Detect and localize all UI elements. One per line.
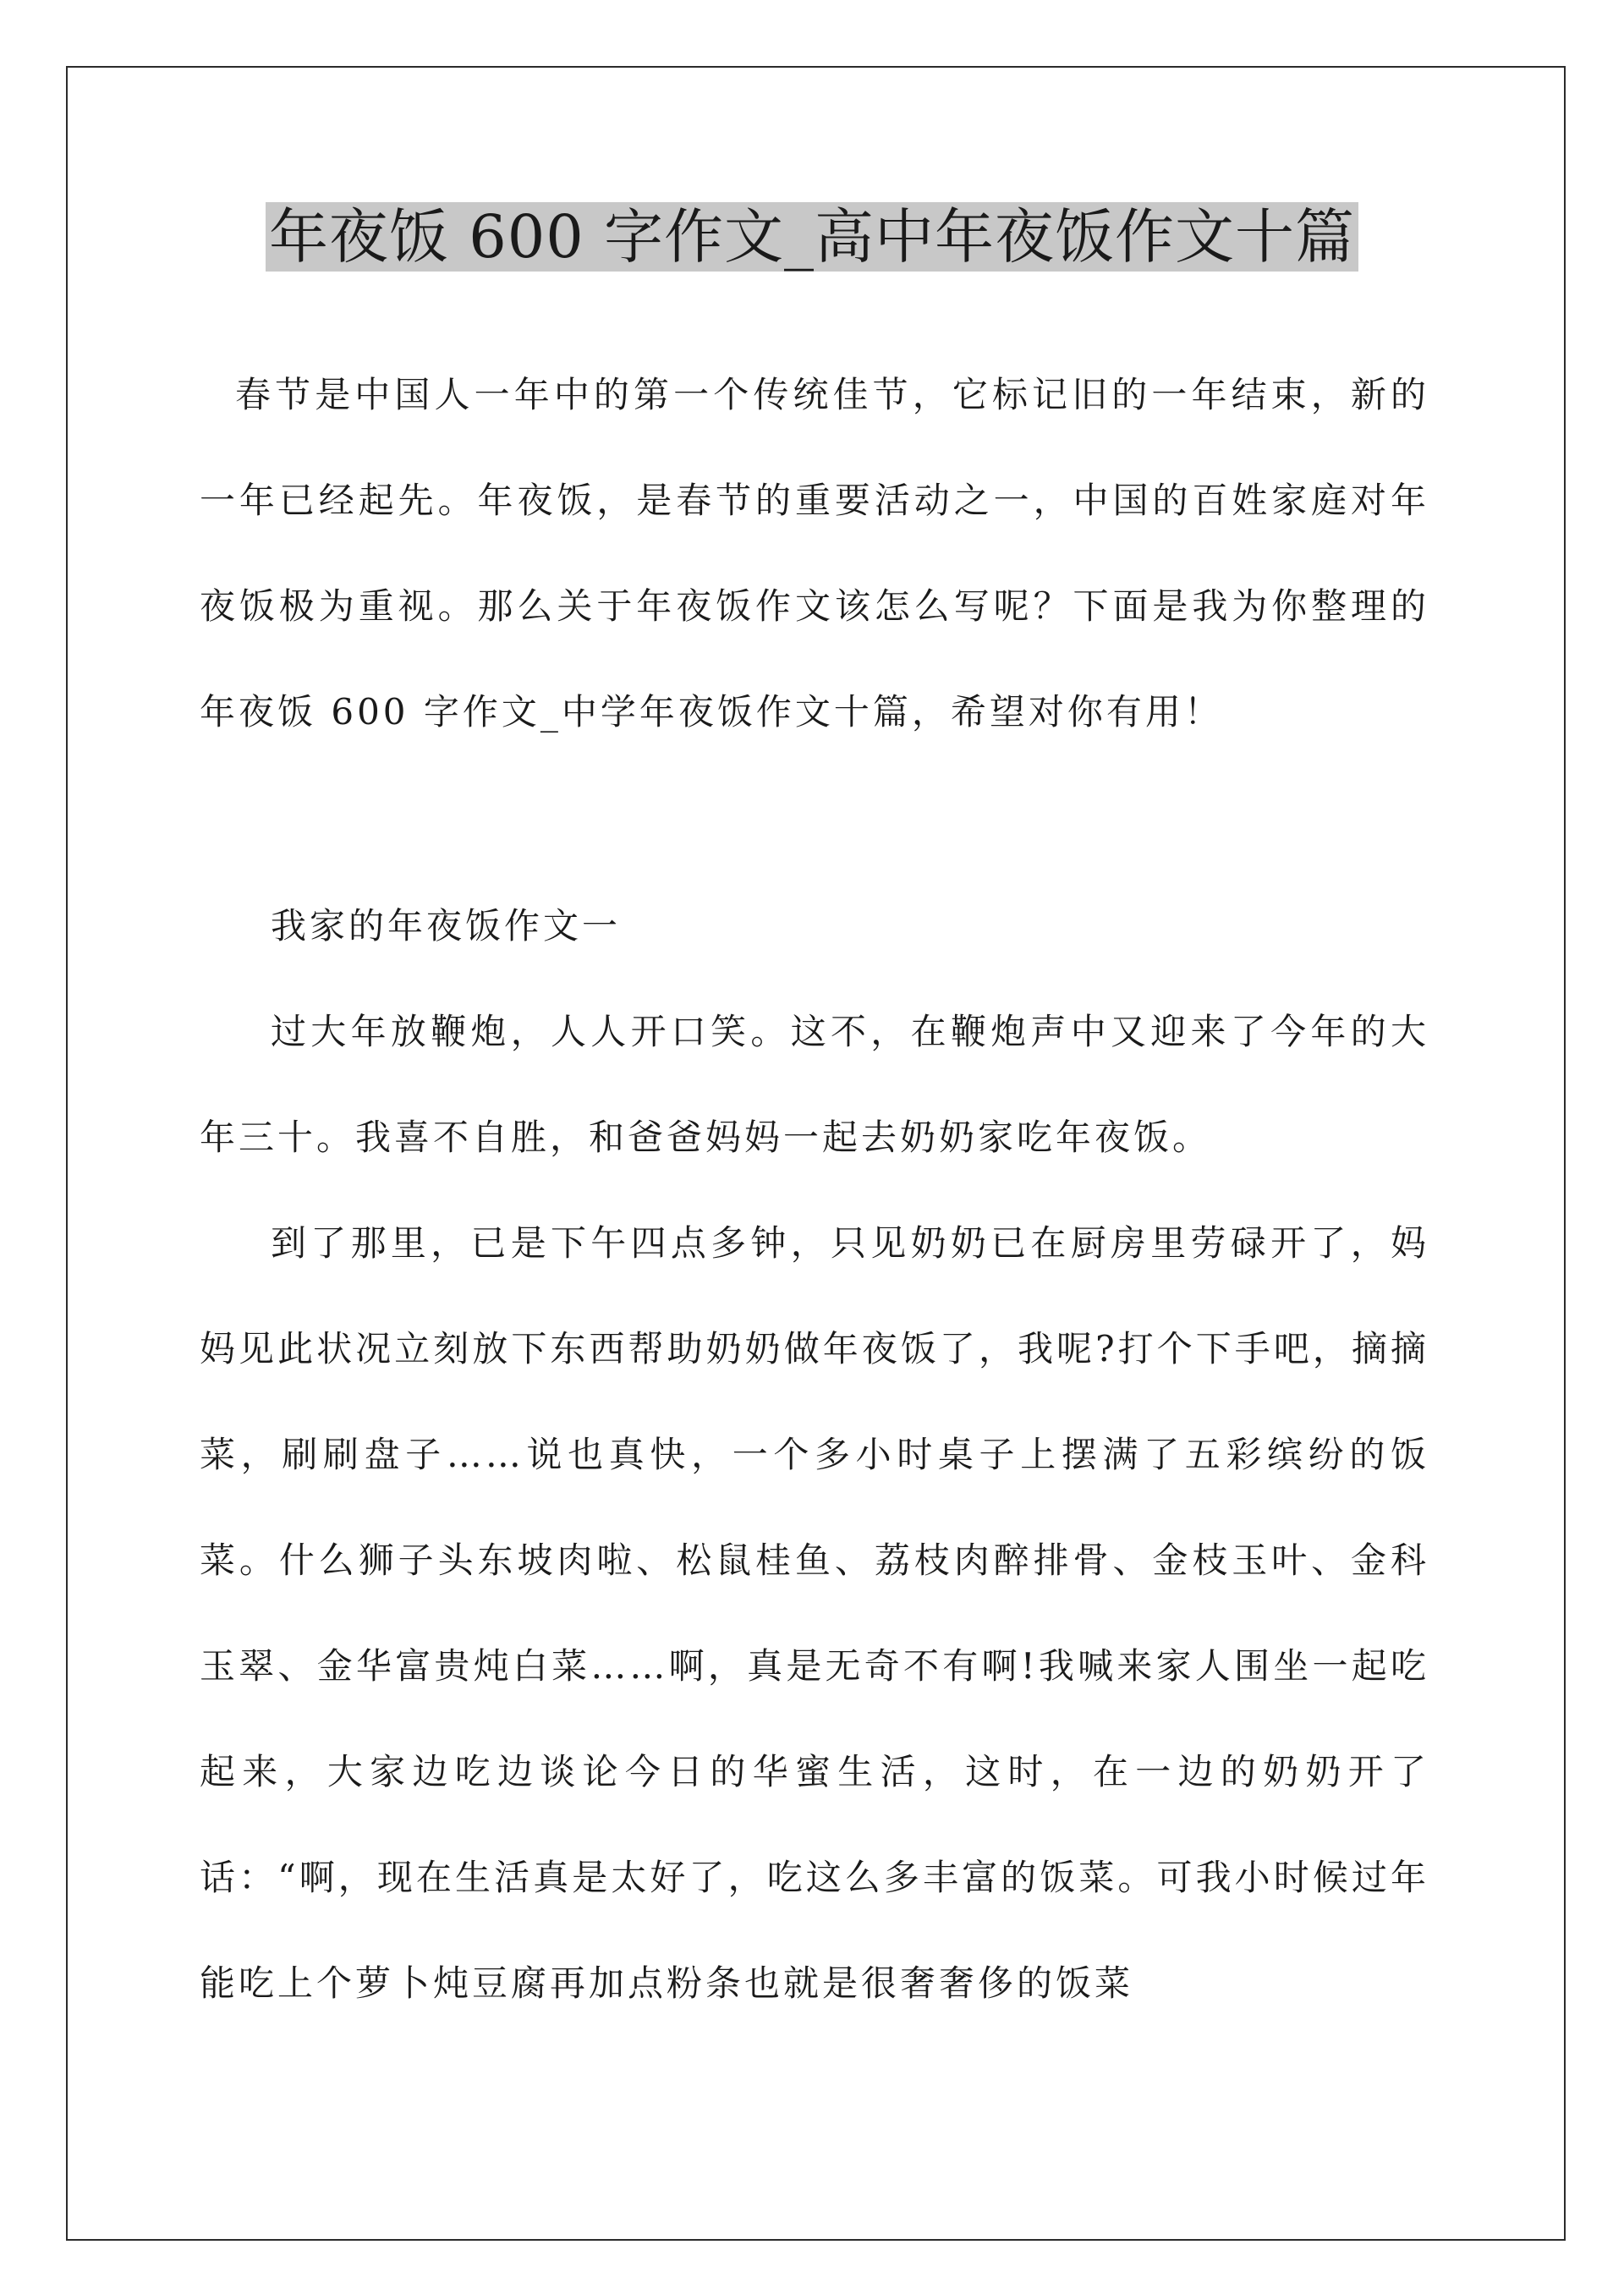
body-paragraph-1: 过大年放鞭炮，人人开口笑。这不，在鞭炮声中又迎来了今年的大年三十。我喜不自胜，和爸爸妈妈一起去奶奶家吃年夜饭。 [200, 1011, 1429, 1158]
title-block [0, 195, 1624, 279]
body-paragraph-2: 到了那里，已是下午四点多钟，只见奶奶已在厨房里劳碌开了，妈妈见此状况立刻放下东西帮助奶奶做年夜饭了，我呢?打个下手吧，摘摘菜，刷刷盘子……说也真快，一个多小时桌子上摆满了五彩缤纷的饭菜。什么狮子头东坡肉啦、松鼠桂鱼、荔枝肉醉排骨、金枝玉叶、金科玉翠、金华富贵炖白菜……啊，真是无奇不有啊!我喊来家人围坐一起吃起来，大家边吃边谈论今日的华蜜生活，这时，在一边的奶奶开了话：“啊，现在生活真是太好了，吃这么多丰富的饭菜。可我小时候过年能吃上个萝卜炖豆腐再加点粉条也就是很奢奢侈的饭菜 [200, 1222, 1429, 2004]
section-heading: 我家的年夜饭作文一 [271, 905, 622, 947]
document-title: 年夜饭 600 字作文_高中年夜饭作文十篇 [266, 202, 1358, 272]
section-block [200, 873, 1429, 2036]
intro-paragraph: 春节是中国人一年中的第一个传统佳节，它标记旧的一年结束，新的一年已经起先。年夜饭，是春节的重要活动之一，中国的百姓家庭对年夜饭极为重视。那么关于年夜饭作文该怎么写呢？下面是我为你整理的年夜饭 600 字作文_中学年夜饭作文十篇，希望对你有用！ [200, 374, 1429, 733]
intro-block [200, 342, 1429, 765]
